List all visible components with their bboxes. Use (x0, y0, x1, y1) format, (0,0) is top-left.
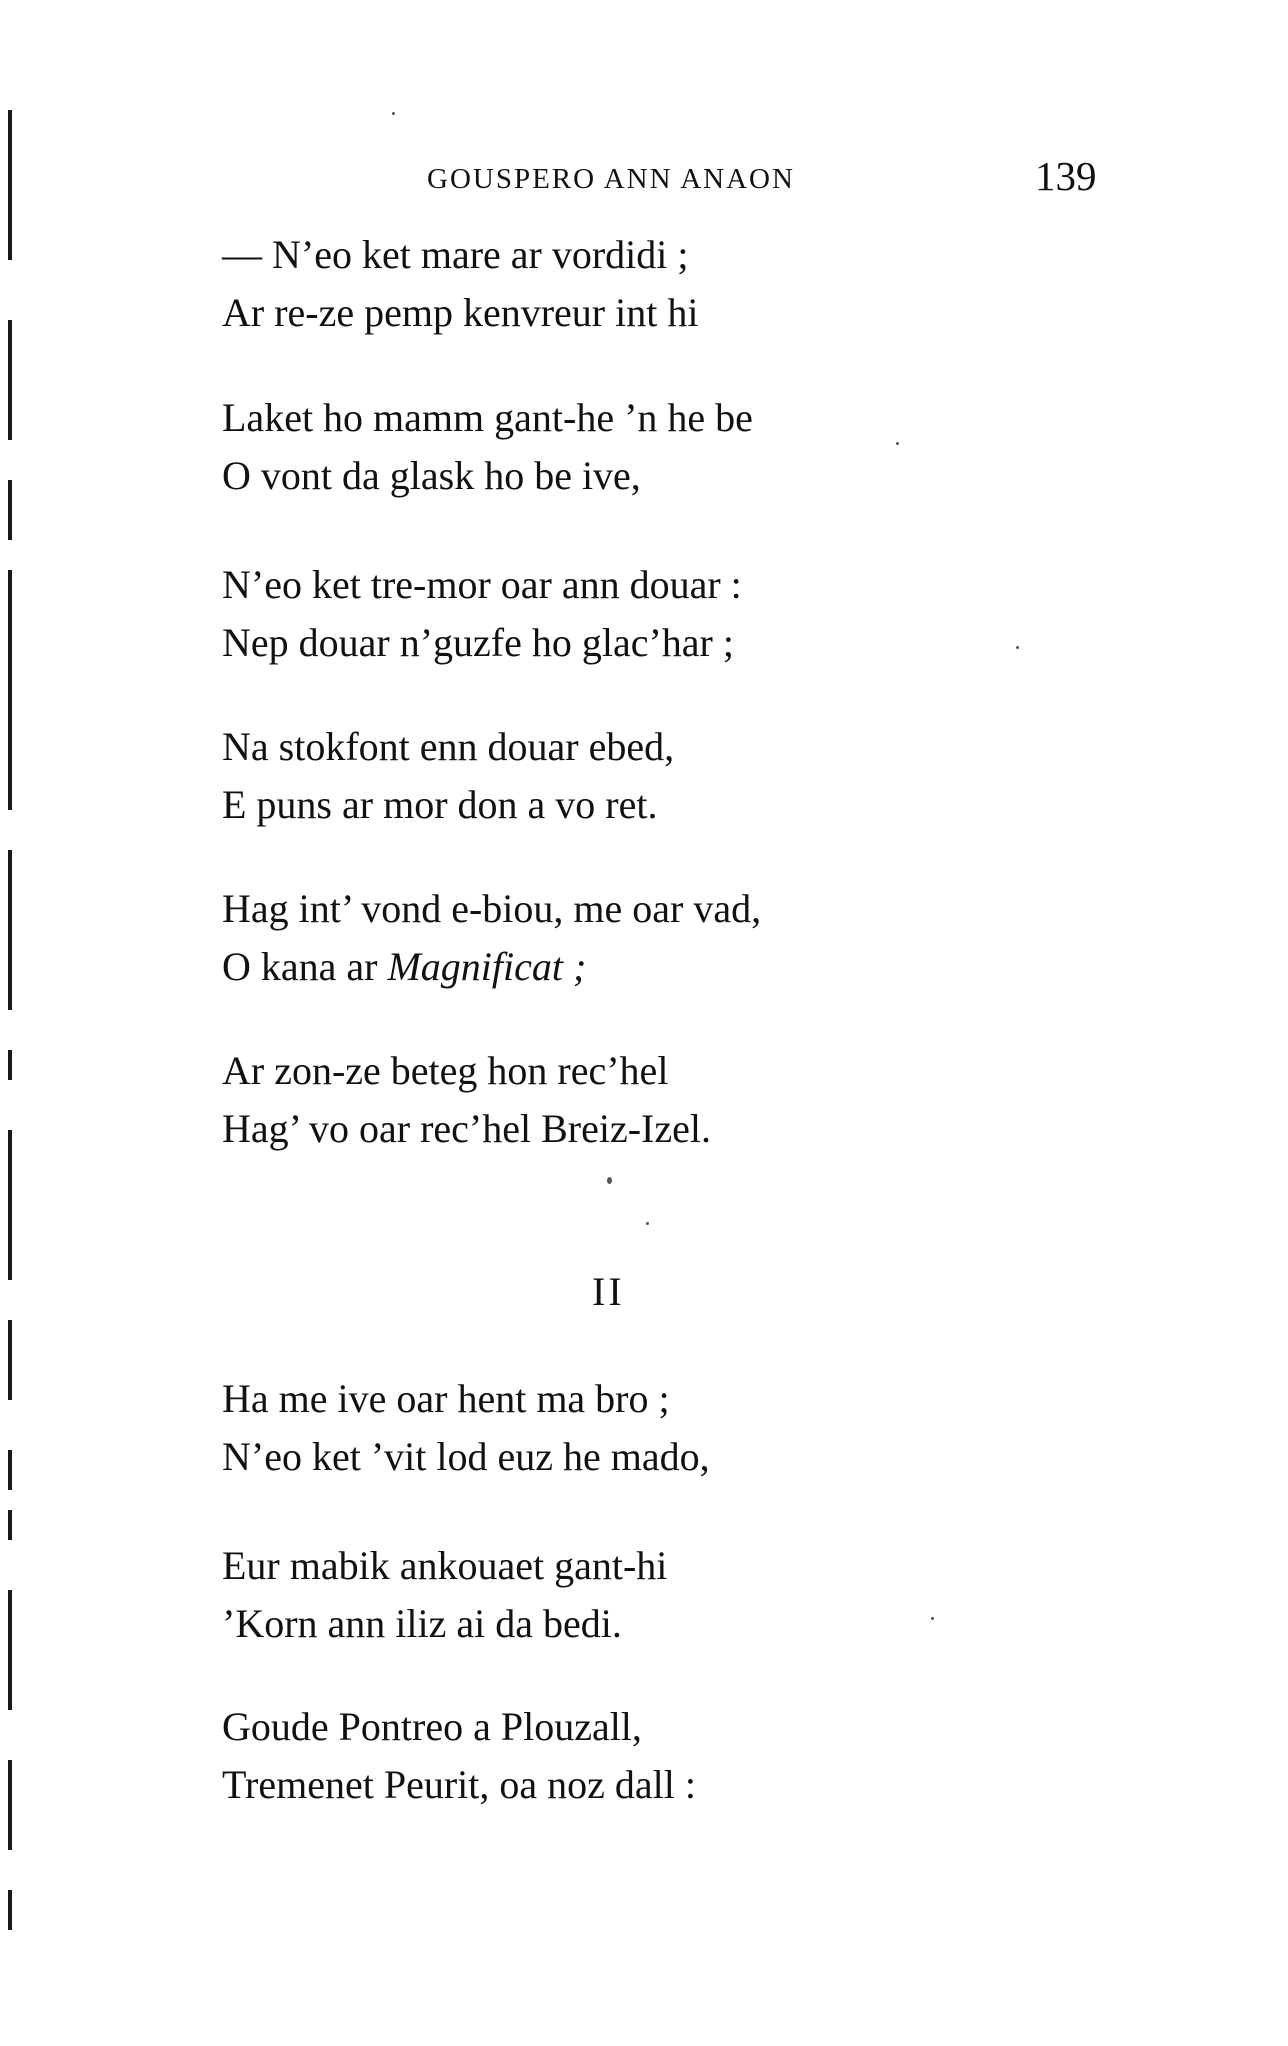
verse-line: Goude Pontreo a Plouzall, (222, 1704, 642, 1749)
scan-speck (931, 1617, 934, 1620)
stanza (222, 556, 742, 672)
verse-line: — N’eo ket mare ar vordidi ; (222, 232, 689, 277)
verse-line: Hag int’ vond e-biou, me oar vad, (222, 886, 762, 931)
page-number: 139 (1035, 153, 1097, 199)
verse-line: Ar re-ze pemp kenvreur int hi (222, 290, 699, 335)
verse-line-text: O kana ar (222, 944, 388, 989)
scan-speck (646, 1222, 649, 1225)
stanza (222, 226, 698, 342)
stanza (222, 1537, 667, 1653)
stanza (222, 718, 674, 834)
verse-line: ’Korn ann iliz ai da bedi. (222, 1601, 622, 1646)
verse-line: N’eo ket ’vit lod euz he mado, (222, 1434, 710, 1479)
stanza (222, 1042, 711, 1158)
verse-line: E puns ar mor don a vo ret. (222, 782, 658, 827)
verse-line: Ar zon-ze beteg hon rec’hel (222, 1048, 669, 1093)
binding-edge (8, 110, 14, 1930)
scan-speck (896, 442, 899, 445)
scan-speck (392, 112, 395, 115)
scan-speck (607, 1177, 612, 1184)
running-title: GOUSPERO ANN ANAON (427, 163, 795, 195)
verse-line: N’eo ket tre-mor oar ann douar : (222, 562, 742, 607)
verse-line: Ha me ive oar hent ma bro ; (222, 1376, 670, 1421)
verse-line: Hag’ vo oar rec’hel Breiz-Izel. (222, 1106, 711, 1151)
italic-word: Magnificat ; (387, 944, 587, 989)
verse-line (222, 938, 761, 996)
stanza (222, 880, 761, 996)
section-numeral: II (592, 1269, 625, 1314)
verse-line: Laket ho mamm gant-he ’n he be (222, 395, 753, 440)
scan-speck (1016, 646, 1019, 649)
stanza (222, 389, 753, 505)
verse-line: Eur mabik ankouaet gant-hi (222, 1543, 668, 1588)
stanza (222, 1698, 696, 1814)
stanza (222, 1370, 710, 1486)
verse-line: Nep douar n’guzfe ho glac’har ; (222, 620, 734, 665)
verse-line: O vont da glask ho be ive, (222, 453, 641, 498)
verse-line: Na stokfont enn douar ebed, (222, 724, 675, 769)
verse-line: Tremenet Peurit, oa noz dall : (222, 1762, 696, 1807)
